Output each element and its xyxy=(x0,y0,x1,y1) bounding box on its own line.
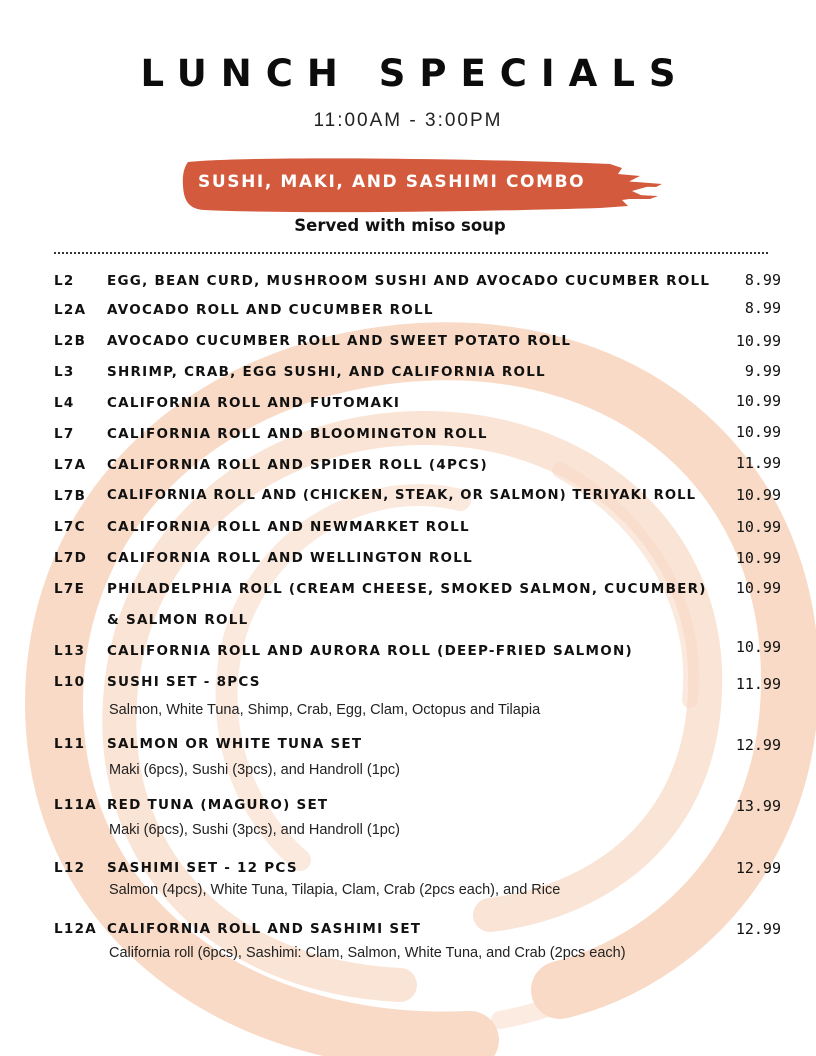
menu-item-name: CALIFORNIA ROLL AND AURORA ROLL (DEEP-FRIED SALMON) xyxy=(107,643,633,659)
service-hours: 11:00AM - 3:00PM xyxy=(313,110,503,131)
menu-item-name: RED TUNA (MAGURO) SET xyxy=(107,797,329,813)
menu-item-name: EGG, BEAN CURD, MUSHROOM SUSHI AND AVOCADO CUCUMBER ROLL xyxy=(107,273,711,289)
section-banner-title: SUSHI, MAKI, AND SASHIMI COMBO xyxy=(198,172,586,192)
menu-item-description: Salmon, White Tuna, Shimp, Crab, Egg, Clam, Octopus and Tilapia xyxy=(109,702,541,718)
menu-item-code: L11A xyxy=(54,797,98,813)
menu-item-price: 10.99 xyxy=(735,638,781,656)
menu-item-code: L7A xyxy=(54,457,87,473)
menu-item-price: 9.99 xyxy=(744,362,781,380)
menu-item-price: 10.99 xyxy=(735,332,781,350)
menu-item-name: SALMON OR WHITE TUNA SET xyxy=(107,736,363,752)
menu-item-price: 11.99 xyxy=(735,454,781,472)
menu-item-price: 12.99 xyxy=(735,859,781,877)
menu-item-code: L13 xyxy=(54,643,86,659)
menu-item-price: 8.99 xyxy=(744,271,781,289)
menu-item-price: 8.99 xyxy=(744,299,781,317)
menu-item-code: L7D xyxy=(54,550,88,566)
menu-item-code: L7B xyxy=(54,488,87,504)
menu-item-description: Maki (6pcs), Sushi (3pcs), and Handroll (1pc) xyxy=(109,822,400,838)
menu-item-description: California roll (6pcs), Sashimi: Clam, Salmon, White Tuna, and Crab (2pcs each) xyxy=(109,945,626,961)
menu-item-price: 10.99 xyxy=(735,392,781,410)
menu-item-code: L3 xyxy=(54,364,75,380)
menu-item-name: CALIFORNIA ROLL AND FUTOMAKI xyxy=(107,395,401,411)
menu-item-code: L7 xyxy=(54,426,75,442)
menu-item-code: L2A xyxy=(54,302,87,318)
menu-item-code: L12 xyxy=(54,860,86,876)
menu-item-price: 13.99 xyxy=(735,797,781,815)
menu-item-code: L2 xyxy=(54,273,75,289)
menu-item-price: 10.99 xyxy=(735,423,781,441)
menu-item-name: SHRIMP, CRAB, EGG SUSHI, AND CALIFORNIA ROLL xyxy=(107,364,546,380)
menu-item-price: 10.99 xyxy=(735,518,781,536)
menu-item-description: Maki (6pcs), Sushi (3pcs), and Handroll (1pc) xyxy=(109,762,400,778)
menu-item-name: SASHIMI SET - 12 PCS xyxy=(107,860,298,876)
menu-item-price: 12.99 xyxy=(735,736,781,754)
menu-item-name: PHILADELPHIA ROLL (CREAM CHEESE, SMOKED SALMON, CUCUMBER) xyxy=(107,581,707,597)
section-subtitle: Served with miso soup xyxy=(294,216,506,235)
menu-item-price: 10.99 xyxy=(735,549,781,567)
menu-item-name: CALIFORNIA ROLL AND (CHICKEN, STEAK, OR SALMON) TERIYAKI ROLL xyxy=(107,488,697,503)
page-title: LUNCH SPECIALS xyxy=(140,52,690,95)
menu-item-name: AVOCADO CUCUMBER ROLL AND SWEET POTATO ROLL xyxy=(107,333,572,349)
menu-item-price: 10.99 xyxy=(735,486,781,504)
menu-item-price: 12.99 xyxy=(735,920,781,938)
menu-item-code: L10 xyxy=(54,674,86,690)
menu-item-code: L7E xyxy=(54,581,86,597)
menu-item-name: CALIFORNIA ROLL AND NEWMARKET ROLL xyxy=(107,519,470,535)
menu-item-code: L7C xyxy=(54,519,86,535)
menu-item-price: 11.99 xyxy=(735,675,781,693)
menu-item-code: L4 xyxy=(54,395,75,411)
menu-item-name-continued: & SALMON ROLL xyxy=(107,612,249,628)
menu-item-name: CALIFORNIA ROLL AND WELLINGTON ROLL xyxy=(107,550,473,566)
menu-item-code: L11 xyxy=(54,736,86,752)
menu-item-price: 10.99 xyxy=(735,579,781,597)
menu-item-code: L12A xyxy=(54,921,98,937)
menu-item-name: CALIFORNIA ROLL AND BLOOMINGTON ROLL xyxy=(107,426,488,442)
menu-item-name: SUSHI SET - 8PCS xyxy=(107,674,261,690)
menu-item-name: CALIFORNIA ROLL AND SASHIMI SET xyxy=(107,921,422,937)
menu-item-name: CALIFORNIA ROLL AND SPIDER ROLL (4PCS) xyxy=(107,457,488,473)
menu-item-description: Salmon (4pcs), White Tuna, Tilapia, Clam, Crab (2pcs each), and Rice xyxy=(109,882,561,898)
menu-item-code: L2B xyxy=(54,333,87,349)
menu-item-name: AVOCADO ROLL AND CUCUMBER ROLL xyxy=(107,302,434,318)
